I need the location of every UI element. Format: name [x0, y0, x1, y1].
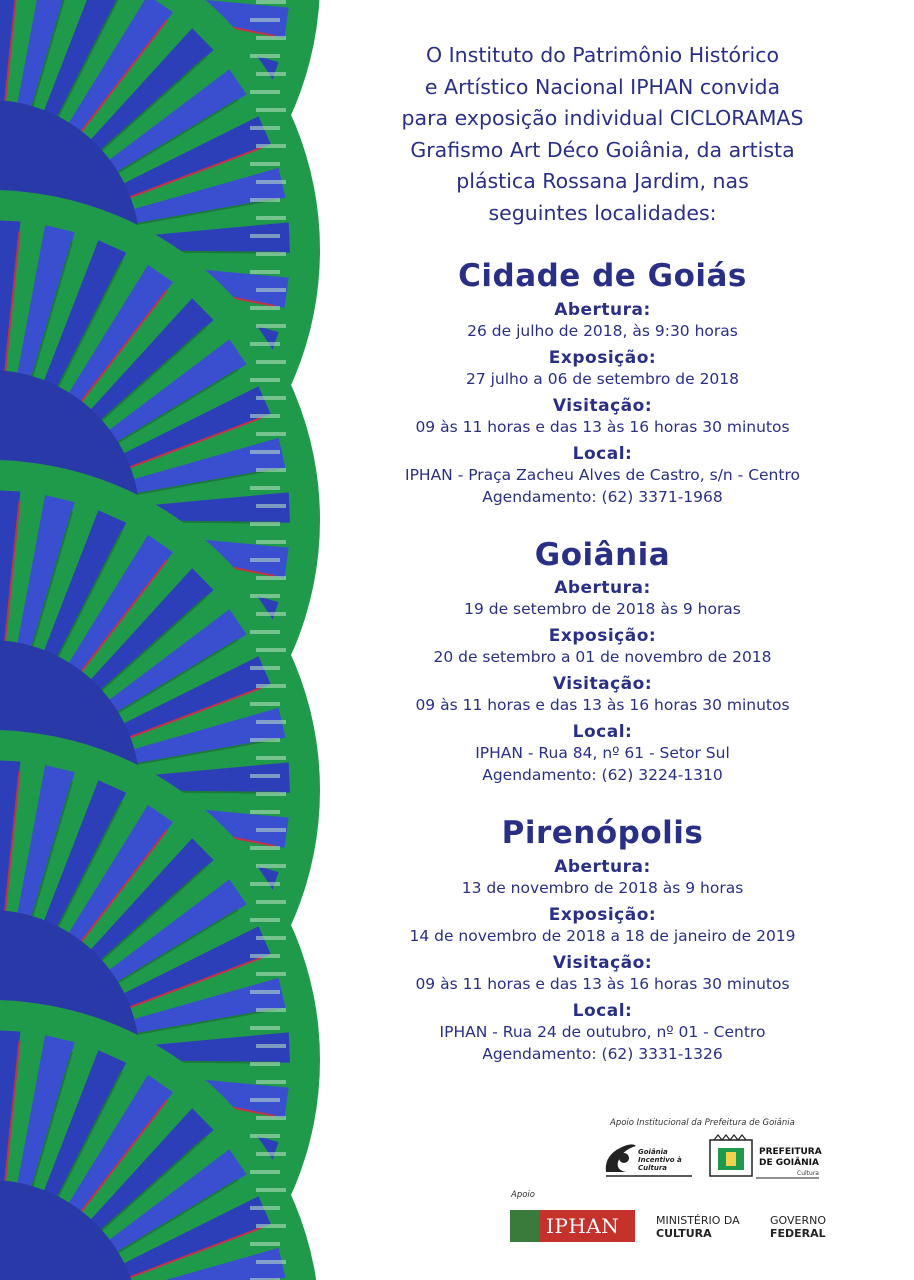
agendamento-value: Agendamento: (62) 3224-1310: [482, 766, 723, 784]
abertura-label: Abertura:: [554, 578, 651, 598]
governo-line: FEDERAL: [770, 1227, 826, 1240]
visitacao-label: Visitação:: [552, 953, 653, 973]
city-details: [345, 299, 860, 513]
exposicao-value: 14 de novembro de 2018 a 18 de janeiro de 2019: [409, 927, 796, 945]
visitacao-label: Visitação:: [552, 396, 653, 416]
intro-line: plástica Rossana Jardim, nas: [456, 169, 749, 193]
intro-line: seguintes localidades:: [488, 200, 717, 225]
intro-line: Grafismo Art Déco Goiânia, da artista: [410, 137, 795, 162]
prefeitura-line: PREFEITURA: [759, 1147, 822, 1157]
local-value: IPHAN - Rua 24 de outubro, nº 01 - Centro: [439, 1023, 766, 1041]
city-title: Goiânia: [534, 537, 671, 573]
agendamento-value: Agendamento: (62) 3331-1326: [482, 1045, 723, 1063]
city-title: Pirenópolis: [501, 815, 704, 851]
ministerio-line: CULTURA: [656, 1227, 712, 1240]
abertura-value: 19 de setembro de 2018 às 9 horas: [464, 600, 741, 618]
exposicao-label: Exposição:: [548, 348, 657, 368]
exposicao-value: 20 de setembro a 01 de novembro de 2018: [433, 648, 772, 666]
city-title: Cidade de Goiás: [458, 258, 747, 294]
prefeitura-subtitle: Cultura: [797, 1170, 819, 1177]
visitacao-value: 09 às 11 horas e das 13 às 16 horas 30 minutos: [415, 975, 790, 993]
exposicao-value: 27 julho a 06 de setembro de 2018: [465, 370, 740, 388]
abertura-label: Abertura:: [554, 857, 651, 877]
local-label: Local:: [572, 1001, 633, 1021]
goiania-logo-text: Goiânia Incentivo à Cultura: [638, 1148, 682, 1172]
abertura-value: 13 de novembro de 2018 às 9 horas: [461, 879, 744, 897]
city-details: [345, 856, 860, 1070]
abertura-label: Abertura:: [554, 300, 651, 320]
intro-line: O Instituto do Patrimônio Histórico: [425, 43, 780, 67]
local-value: IPHAN - Praça Zacheu Alves de Castro, s/n - Centro: [405, 466, 800, 484]
intro-line: e Artístico Nacional IPHAN convida: [424, 74, 781, 99]
exposicao-label: Exposição:: [548, 905, 657, 925]
local-label: Local:: [572, 722, 633, 742]
visitacao-label: Visitação:: [552, 674, 653, 694]
intro-text: [345, 40, 860, 229]
city-details: [345, 577, 860, 791]
agendamento-value: Agendamento: (62) 3371-1968: [482, 488, 723, 506]
invitation-content: [345, 0, 860, 1280]
iphan-logo-text: IPHAN: [546, 1214, 620, 1238]
visitacao-value: 09 às 11 horas e das 13 às 16 horas 30 minutos: [415, 696, 790, 714]
ministerio-line: MINISTÉRIO DA: [656, 1214, 740, 1227]
visitacao-value: 09 às 11 horas e das 13 às 16 horas 30 minutos: [415, 418, 790, 436]
prefeitura-line: DE GOIÂNIA: [759, 1158, 819, 1168]
abertura-value: 26 de julho de 2018, às 9:30 horas: [467, 322, 738, 340]
decorative-art-border: [0, 0, 340, 1280]
institutional-support-text: Apoio Institucional da Prefeitura de Goiânia: [610, 1118, 795, 1128]
local-label: Local:: [572, 444, 633, 464]
apoio-label: Apoio: [511, 1190, 535, 1200]
governo-line: GOVERNO: [770, 1214, 826, 1227]
exposicao-label: Exposição:: [548, 626, 657, 646]
local-value: IPHAN - Rua 84, nº 61 - Setor Sul: [475, 744, 730, 762]
intro-line: para exposição individual CICLORAMAS: [401, 106, 804, 130]
